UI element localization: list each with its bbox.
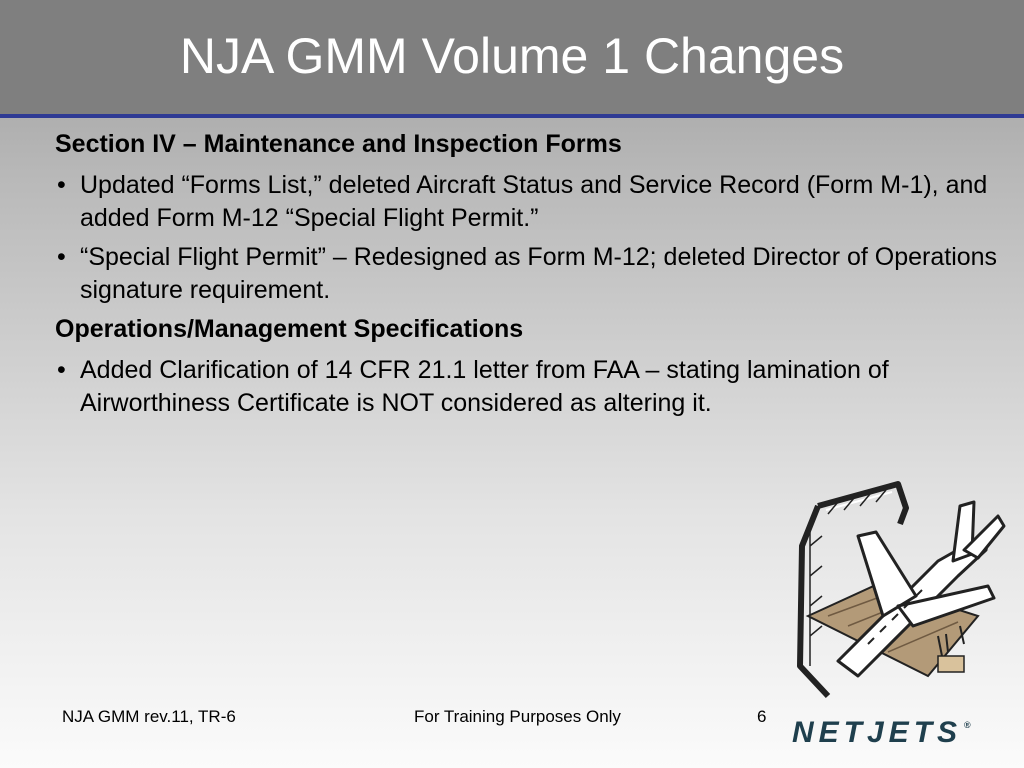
slide-content xyxy=(55,128,1000,426)
bullet-text: Added Clarification of 14 CFR 21.1 letter from FAA – stating lamination of Airworthiness Certificate is NOT considered as altering it. xyxy=(80,356,889,417)
registered-mark: ® xyxy=(964,720,971,730)
bullet-icon: • xyxy=(57,171,66,199)
bullet-text: Updated “Forms List,” deleted Aircraft Status and Service Record (Form M-1), and added Form M-12 “Special Flight Permit.” xyxy=(80,171,988,232)
airplane-hangar-clipart-icon xyxy=(788,466,1010,706)
title-bar xyxy=(0,0,1024,114)
logo-text: NETJETS xyxy=(792,716,963,749)
bullet-list xyxy=(55,354,1000,420)
netjets-logo xyxy=(792,716,971,750)
section-heading: Operations/Management Specifications xyxy=(55,315,524,343)
footer-document-ref: NJA GMM rev.11, TR-6 xyxy=(62,707,236,726)
footer-training-notice: For Training Purposes Only xyxy=(414,707,621,726)
bullet-item xyxy=(55,241,1000,307)
bullet-item xyxy=(55,354,1000,420)
slide-title: NJA GMM Volume 1 Changes xyxy=(179,28,845,84)
bullet-item xyxy=(55,169,1000,235)
bullet-icon: • xyxy=(57,356,66,384)
section-maintenance-forms xyxy=(55,128,1000,307)
bullet-text: “Special Flight Permit” – Redesigned as Form M-12; deleted Director of Operations signature requirement. xyxy=(80,243,998,304)
title-divider xyxy=(0,114,1024,118)
section-operations-specifications xyxy=(55,313,1000,420)
bullet-icon: • xyxy=(57,243,66,271)
section-heading: Section IV – Maintenance and Inspection Forms xyxy=(55,130,622,158)
footer-page-number: 6 xyxy=(757,707,767,726)
bullet-list xyxy=(55,169,1000,307)
